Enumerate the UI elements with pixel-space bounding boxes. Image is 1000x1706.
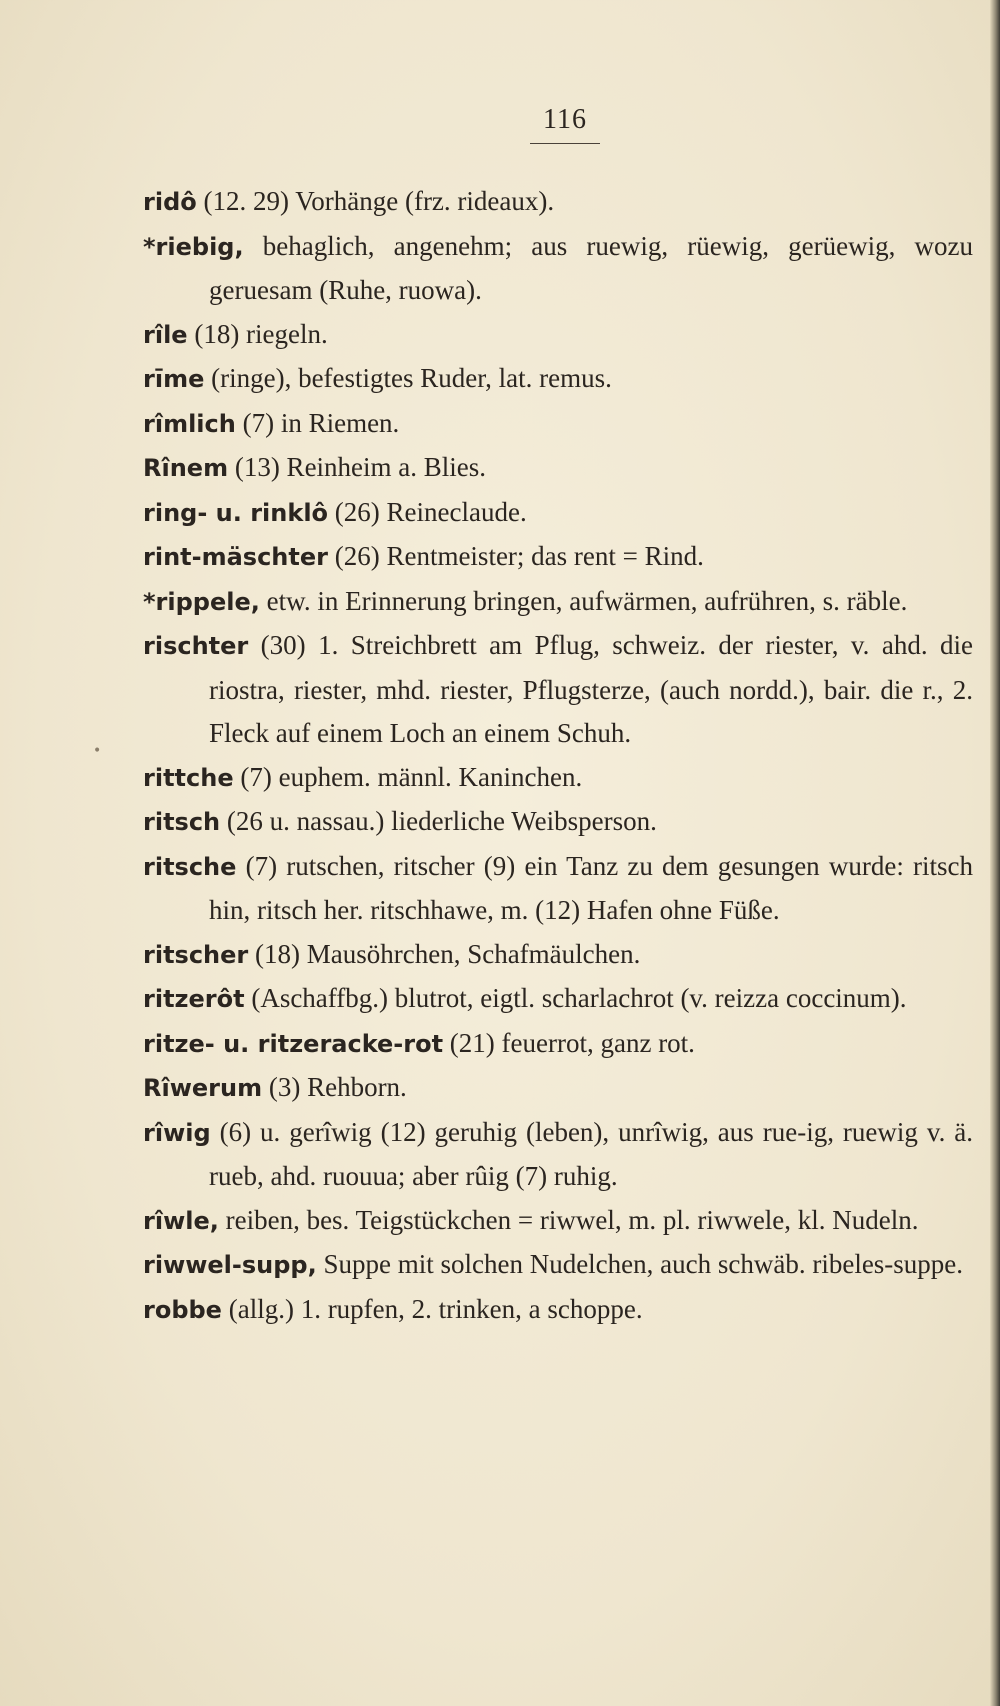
dictionary-entry	[143, 933, 973, 978]
entry-headword: ridô	[143, 188, 197, 216]
dictionary-entry	[143, 845, 973, 933]
entry-definition: (7) rutschen, ritscher (9) ein Tanz zu dem gesungen wurde: ritsch hin, ritsch her. ritschhawe, m. (12) Hafen ohne Füße.	[209, 850, 973, 925]
entry-definition: (12. 29) Vorhänge (frz. rideaux).	[196, 186, 555, 216]
entry-headword: ring- u. rinklô	[143, 498, 329, 527]
dictionary-entry	[143, 580, 973, 625]
entry-headword: riwwel-supp,	[143, 1251, 317, 1279]
dictionary-entry	[143, 1022, 973, 1067]
page-number-rule	[530, 143, 600, 144]
dictionary-entry	[143, 1288, 973, 1333]
dictionary-entry	[143, 1199, 973, 1244]
entry-definition: (26) Reineclaude.	[328, 496, 527, 527]
entry-definition: (13) Reinheim a. Blies.	[228, 452, 487, 482]
entry-headword: Rîwerum	[143, 1074, 263, 1102]
entry-headword: ritze- u. ritzeracke-rot	[143, 1029, 444, 1058]
entry-headword: *rippele,	[143, 587, 260, 616]
entry-definition: (26 u. nassau.) liederliche Weibsperson.	[220, 806, 657, 836]
dictionary-entry	[143, 535, 973, 580]
entry-headword: *riebig,	[143, 232, 244, 261]
dictionary-entry	[143, 1111, 973, 1199]
entry-headword: ritzerôt	[143, 985, 245, 1013]
dictionary-entries	[143, 180, 973, 1332]
entry-definition: (21) feuerrot, ganz rot.	[443, 1027, 695, 1058]
entry-definition: (7) in Riemen.	[235, 407, 400, 438]
entry-definition: (3) Rehborn.	[262, 1072, 407, 1102]
entry-headword: ritsch	[143, 808, 221, 836]
dictionary-entry	[143, 1066, 973, 1111]
entry-headword: rīme	[143, 365, 205, 393]
entry-headword: rîmlich	[143, 409, 236, 438]
entry-definition: reiben, bes. Teigstückchen = riwwel, m. pl. riwwele, kl. Nudeln.	[218, 1204, 919, 1235]
dictionary-entry	[143, 225, 973, 313]
entry-definition: (Aschaffbg.) blutrot, eigtl. scharlachrot (v. reizza coccinum).	[244, 983, 907, 1013]
dictionary-entry	[143, 180, 973, 225]
entry-headword: robbe	[143, 1295, 222, 1324]
entry-headword: rittche	[143, 763, 234, 792]
entry-definition: (ringe), befestigtes Ruder, lat. remus.	[204, 363, 612, 393]
dictionary-entry	[143, 357, 973, 402]
dictionary-entry	[143, 402, 973, 447]
entry-headword: rîwle,	[143, 1206, 219, 1235]
margin-mark: •	[93, 743, 102, 759]
entry-headword: rischter	[143, 632, 249, 660]
entry-headword: rîwig	[143, 1118, 211, 1147]
dictionary-entry	[143, 1243, 973, 1288]
entry-headword: ritsche	[143, 852, 237, 881]
entry-headword: rint-mäschter	[143, 543, 328, 571]
dictionary-entry	[143, 313, 973, 358]
entry-definition: (18) Mausöhrchen, Schafmäulchen.	[248, 938, 641, 969]
entry-headword: rîle	[143, 320, 188, 349]
entry-definition: (18) riegeln.	[187, 318, 328, 349]
entry-definition: (30) 1. Streichbrett am Pflug, schweiz. der riester, v. ahd. die riostra, riester, mhd. riester, Pflugsterze, (auch nordd.), bair. die r., 2. Fleck auf einem Loch an einem Schuh.	[209, 630, 973, 748]
dictionary-entry	[143, 491, 973, 536]
entry-headword: Rînem	[143, 454, 229, 482]
dictionary-entry	[143, 756, 973, 801]
entry-definition: Suppe mit solchen Nudelchen, auch schwäb. ribeles-suppe.	[316, 1249, 964, 1279]
entry-definition: (7) euphem. männl. Kaninchen.	[233, 761, 583, 792]
dictionary-entry	[143, 624, 973, 756]
entry-definition: (6) u. gerîwig (12) geruhig (leben), unrîwig, aus rue-ig, ruewig v. ä. rueb, ahd. ruouua; aber rûig (7) ruhig.	[209, 1116, 973, 1191]
entry-headword: ritscher	[143, 940, 249, 969]
page-number: 116	[543, 104, 587, 135]
entry-definition: behaglich, angenehm; aus ruewig, rüewig, gerüewig, wozu geruesam (Ruhe, ruowa).	[209, 230, 973, 305]
dictionary-entry	[143, 800, 973, 845]
dictionary-entry	[143, 977, 973, 1022]
entry-definition: (allg.) 1. rupfen, 2. trinken, a schoppe.	[221, 1293, 643, 1324]
dictionary-entry	[143, 446, 973, 491]
entry-definition: (26) Rentmeister; das rent = Rind.	[327, 541, 704, 571]
entry-definition: etw. in Erinnerung bringen, aufwärmen, aufrühren, s. räble.	[259, 585, 908, 616]
page-edge-shadow	[990, 0, 1000, 1706]
